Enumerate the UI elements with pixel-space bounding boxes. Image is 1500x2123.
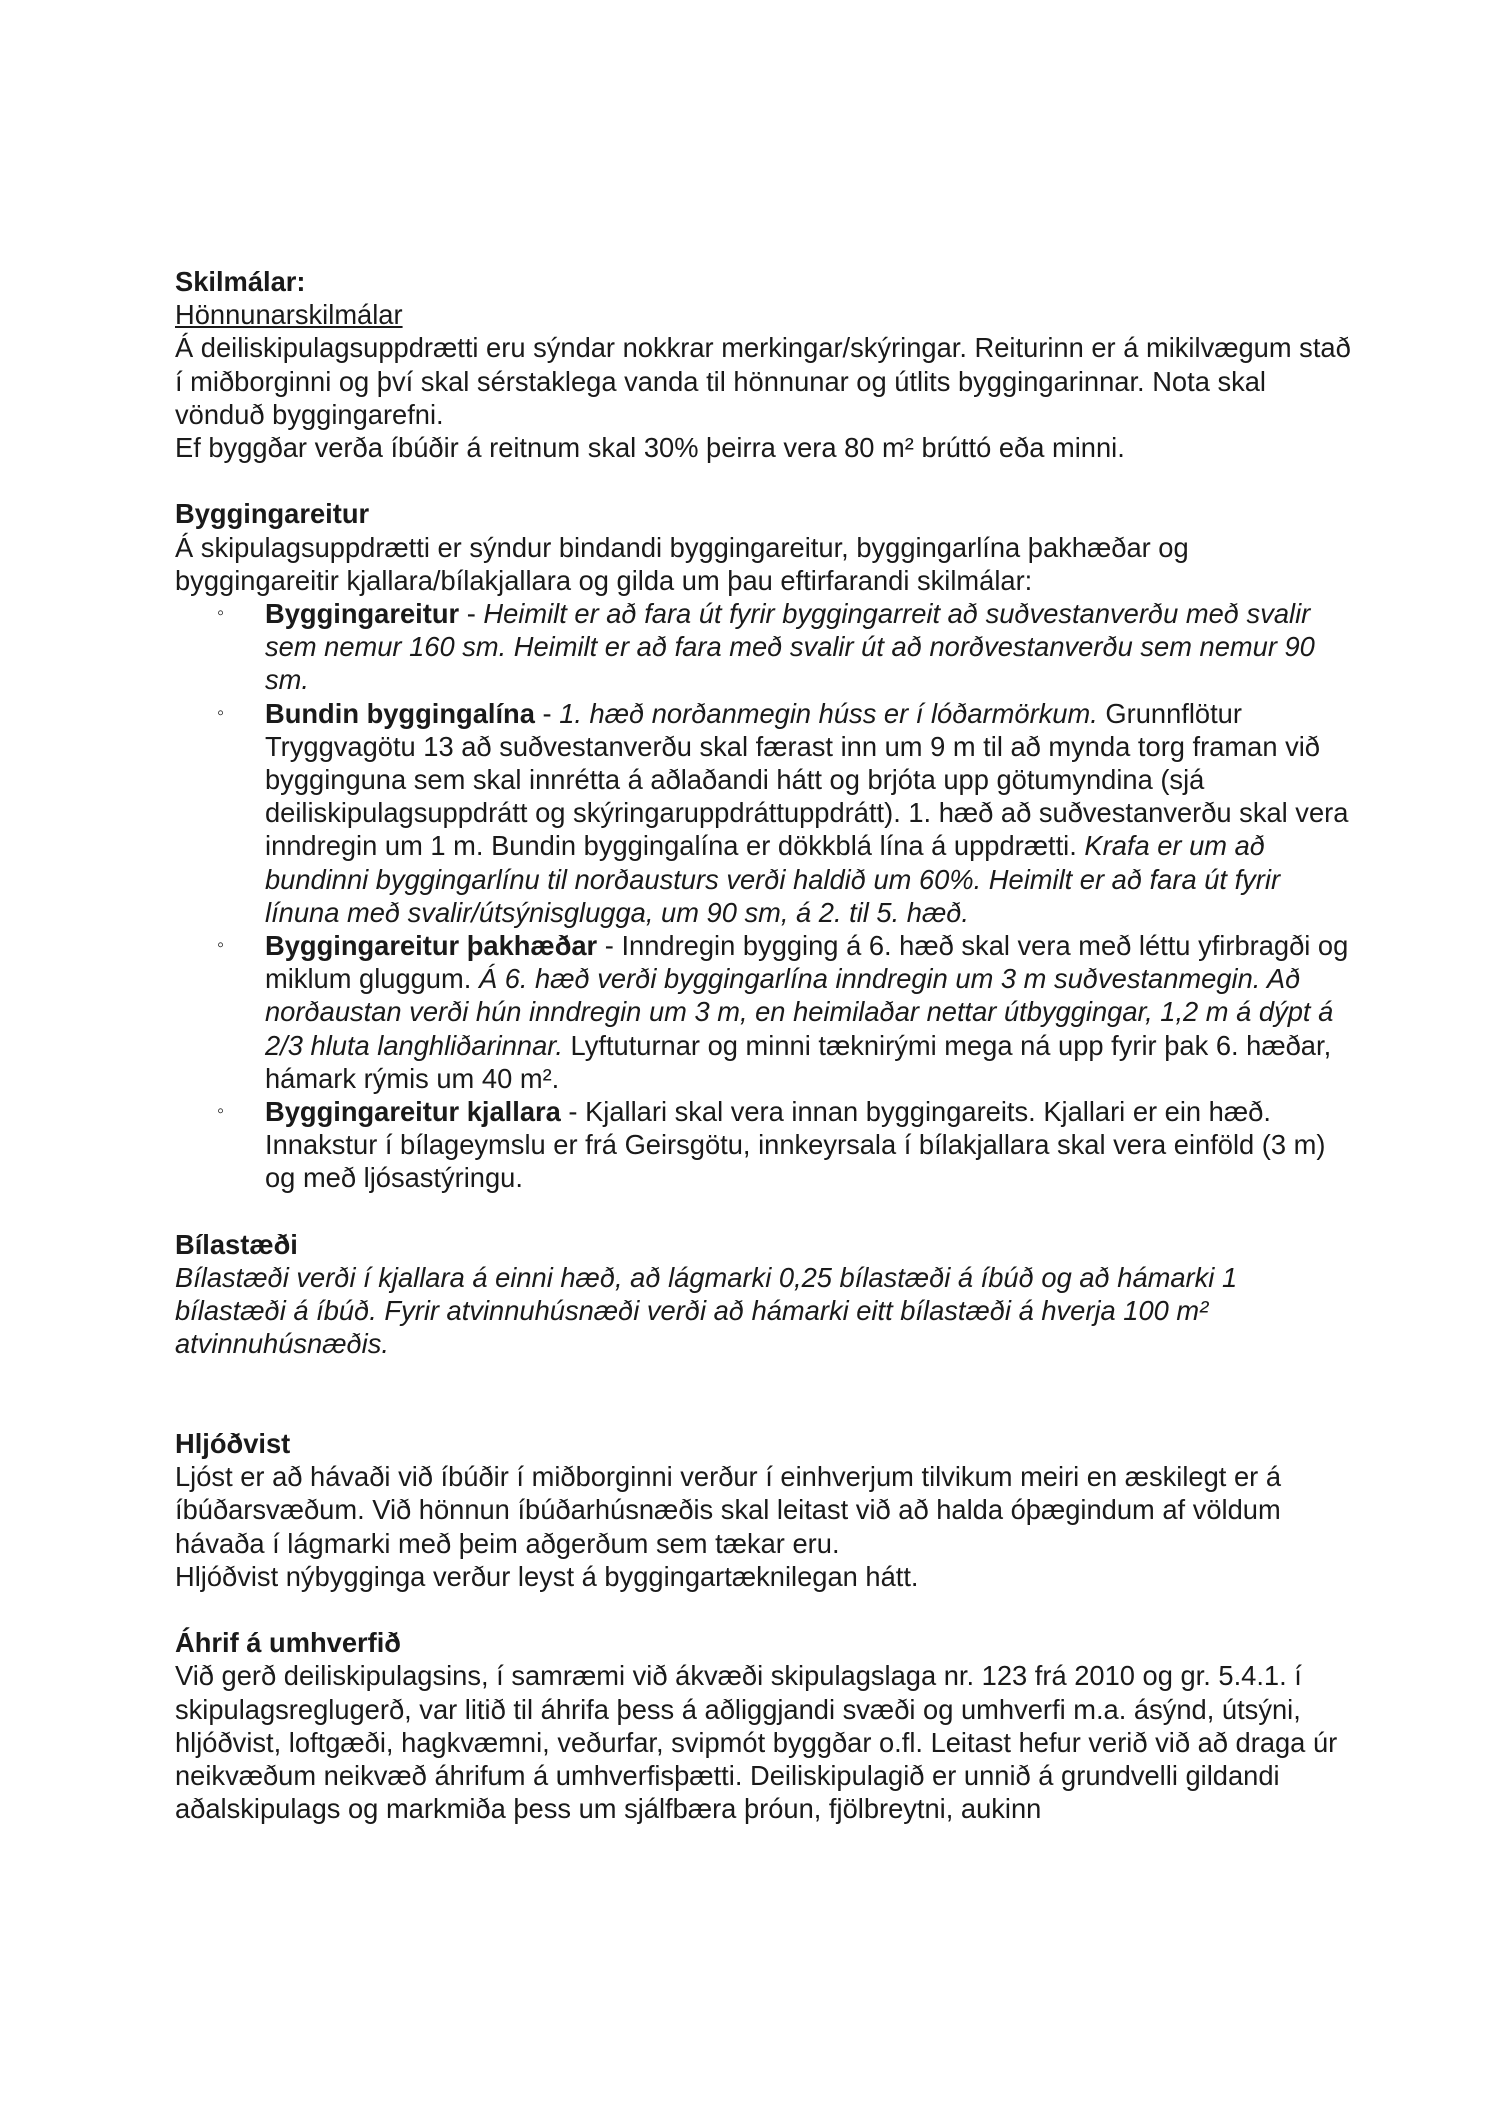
heading-hljodvist: Hljóðvist xyxy=(175,1428,291,1460)
byggingareitur-list xyxy=(175,597,1355,1195)
item-italic-text: 1. hæð norðanmegin húss er í lóðarmörkum. xyxy=(559,697,1098,729)
item-separator: - xyxy=(560,1096,586,1128)
item-separator: - xyxy=(459,598,484,630)
item-label: Byggingareitur kjallara xyxy=(265,1096,561,1128)
heading-byggingareitur: Byggingareitur xyxy=(175,498,370,530)
paragraph-skilmalar-2: Ef byggðar verða íbúðir á reitnum skal 30% þeirra vera 80 m² brúttó eða minni. xyxy=(175,432,1125,464)
spacer xyxy=(175,1195,1355,1228)
list-item xyxy=(175,697,1355,929)
spacer xyxy=(175,1361,1355,1427)
paragraph-byggingareitur-intro: Á skipulagsuppdrætti er sýndur bindandi byggingareitur, byggingarlína þakhæðar og byggingareitir kjallara/bílakjallara og gilda um þau eftirfarandi skilmálar: xyxy=(175,531,1189,596)
item-italic-text: Á 6. hæð verði byggingarlína inndregin um 3 m suðvestanmegin. Að norðaustan verði hún inndregin um 3 m, en heimilaðar nettar útbyggingar, 1,2 m á dýpt á 2/3 hluta langhliðarinnar. xyxy=(265,963,1334,1061)
item-separator: - xyxy=(597,930,622,962)
bullet-icon: ◦ xyxy=(217,701,225,724)
list-item xyxy=(175,597,1355,697)
item-label: Bundin byggingalína xyxy=(265,697,535,729)
item-italic-text-2: Krafa er um að bundinni byggingarlínu til norðausturs verði haldið um 60%. Heimilt er að fara út fyrir línuna með svalir/útsýnisglugga, um 90 sm, á 2. til 5. hæð. xyxy=(265,830,1281,928)
bullet-icon: ◦ xyxy=(217,934,225,957)
heading-skilmalar: Skilmálar: xyxy=(175,266,306,297)
paragraph-hljodvist-2: Hljóðvist nýbygginga verður leyst á byggingartæknilegan hátt. xyxy=(175,1560,919,1592)
paragraph-skilmalar-1: Á deiliskipulagsuppdrætti eru sýndar nokkrar merkingar/skýringar. Reiturinn er á mikilvægum stað í miðborginni og því skal sérstaklega vanda til hönnunar og útlits byggingarinnar. Nota skal vönduð byggingarefni. xyxy=(175,332,1351,430)
paragraph-ahrif: Við gerð deiliskipulagsins, í samræmi við ákvæði skipulagslaga nr. 123 frá 2010 og gr. 5.4.1. í skipulagsreglugerð, var litið til áhrifa þess á aðliggjandi svæði og umhverfi m.a. ásýnd, útsýni, hljóðvist, loftgæði, hagkvæmni, veðurfar, svipmót byggðar o.fl. Leitast hefur verið við að draga úr neikvæðum neikvæð áhrifum á umhverfisþætti. Deiliskipulagið er unnið á grundvelli gildandi aðalskipulags og markmiða þess um sjálfbæra þróun, fjölbreytni, aukinn xyxy=(175,1660,1338,1825)
bullet-icon: ◦ xyxy=(217,602,225,625)
spacer xyxy=(175,464,1355,497)
item-label: Byggingareitur þakhæðar xyxy=(265,930,598,962)
document-page xyxy=(175,265,1355,1825)
spacer xyxy=(175,1593,1355,1626)
paragraph-bilastaedi: Bílastæði verði í kjallara á einni hæð, að lágmarki 0,25 bílastæði á íbúð og að hámarki 1 bílastæði á íbúð. Fyrir atvinnuhúsnæði verði að hámarki eitt bílastæði á hverja 100 m² atvinnuhúsnæðis. xyxy=(175,1262,1238,1360)
list-item xyxy=(175,929,1355,1095)
paragraph-hljodvist-1: Ljóst er að hávaði við íbúðir í miðborginni verður í einhverjum tilvikum meiri en æskilegt er á íbúðarsvæðum. Við hönnun íbúðarhúsnæðis skal leitast við að halda óþægindum af völdum hávaða í lágmarki með þeim aðgerðum sem tækar eru. xyxy=(175,1461,1282,1559)
item-italic-text: Heimilt er að fara út fyrir byggingarreit að suðvestanverðu með svalir sem nemur 160 sm. Heimilt er að fara með svalir út að norðvestanverðu sem nemur 90 sm. xyxy=(265,598,1315,696)
subheading-honnunarskilmalar: Hönnunarskilmálar xyxy=(175,299,403,331)
item-text-2: Lyftuturnar og minni tæknirými mega ná upp fyrir þak 6. hæðar, hámark rýmis um 40 m². xyxy=(265,1029,1332,1094)
item-text: Inndregin bygging á 6. hæð skal vera með léttu yfirbragði og miklum gluggum. xyxy=(265,930,1349,995)
heading-ahrif: Áhrif á umhverfið xyxy=(175,1627,401,1659)
list-item xyxy=(175,1095,1355,1195)
item-label: Byggingareitur xyxy=(265,598,460,630)
item-text: Kjallari skal vera innan byggingareits. Kjallari er ein hæð. Innakstur í bílageymslu er frá Geirsgötu, innkeyrsala í bílakjallara skal vera einföld (3 m) og með ljósastýringu. xyxy=(265,1096,1326,1194)
heading-bilastaedi: Bílastæði xyxy=(175,1228,298,1260)
item-separator: - xyxy=(534,697,560,729)
item-text: Grunnflötur Tryggvagötu 13 að suðvestanverðu skal færast inn um 9 m til að mynda torg framan við bygginguna sem skal innrétta á aðlaðandi hátt og brjóta upp götumyndina (sjá deiliskipulagsuppdrátt og skýringaruppdráttuppdrátt). 1. hæð að suðvestanverðu skal vera inndregin um 1 m. Bundin byggingalína er dökkblá lína á uppdrætti. xyxy=(265,697,1349,862)
bullet-icon: ◦ xyxy=(217,1100,225,1123)
